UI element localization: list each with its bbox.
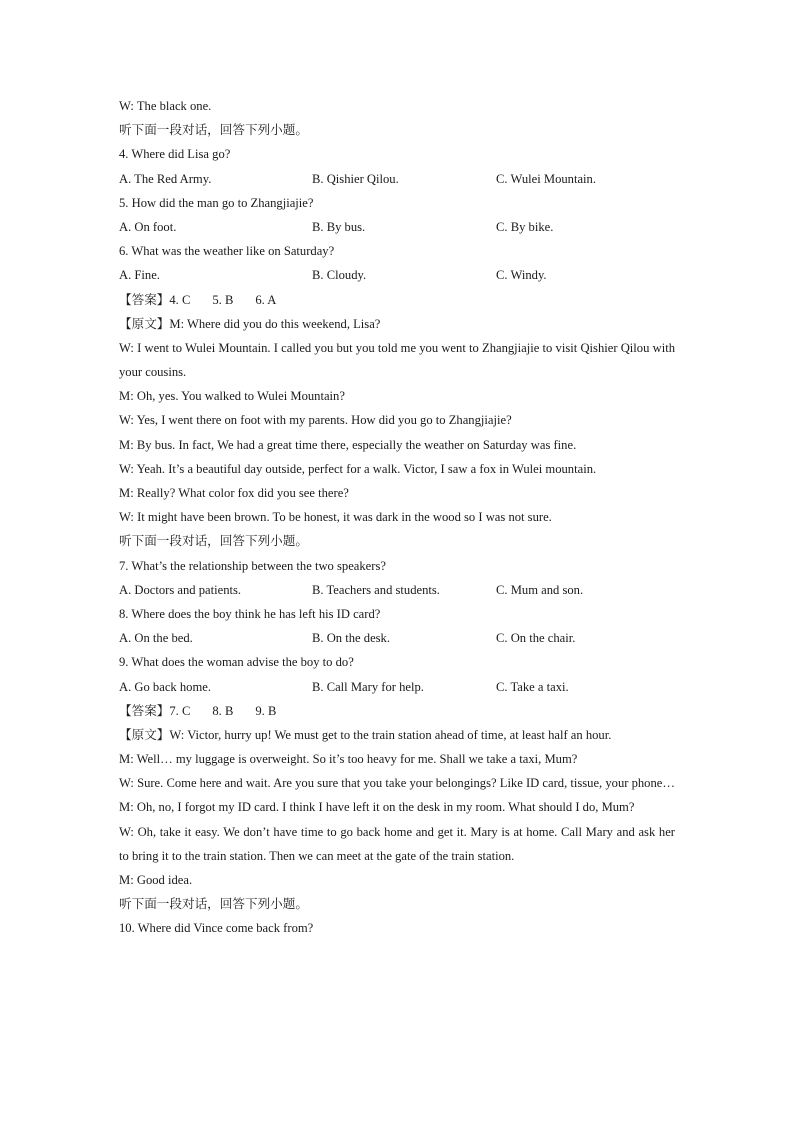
answer-item: 7. C [169, 703, 191, 718]
option-b: B. Call Mary for help. [312, 679, 424, 694]
option-b: B. Cloudy. [312, 268, 367, 283]
option-b: B. By bus. [312, 219, 366, 234]
transcript-line: M: Good idea. [119, 873, 193, 888]
question-5-options [119, 215, 675, 239]
question-7-options [119, 578, 675, 602]
answer-key [119, 288, 675, 312]
option-c: C. Take a taxi. [496, 679, 569, 694]
transcript-line: W: It might have been brown. To be honest, it was dark in the wood so I was not sure. [119, 510, 552, 525]
transcript-line: W: Sure. Come here and wait. Are you sure that you take your belongings? Like ID card, tissue, your phone… [119, 776, 675, 791]
option-b: B. Qishier Qilou. [312, 171, 399, 186]
transcript-line: W: Yeah. It’s a beautiful day outside, perfect for a walk. Victor, I saw a fox in Wulei mountain. [119, 461, 597, 476]
option-c: C. On the chair. [496, 631, 576, 646]
option-b: B. On the desk. [312, 631, 391, 646]
question-4-options [119, 167, 675, 191]
transcript-line: M: Well… my luggage is overweight. So it’s too heavy for me. Shall we take a taxi, Mum? [119, 752, 578, 767]
transcript-label: 【原文】 [119, 726, 170, 742]
transcript-line [119, 723, 675, 747]
option-b: B. Teachers and students. [312, 582, 440, 597]
answer-label: 【答案】 [119, 702, 170, 718]
document-page [119, 94, 675, 941]
section-instruction: 听下面一段对话，回答下列小题。 [119, 122, 308, 138]
answer-item: 9. B [255, 703, 277, 718]
transcript-line: W: The black one. [119, 99, 212, 113]
option-a: A. On foot. [119, 219, 177, 234]
question-6-options [119, 263, 675, 287]
transcript-text: W: Victor, hurry up! We must get to the train station ahead of time, at least half an hour. [169, 727, 612, 742]
option-c: C. Mum and son. [496, 582, 584, 597]
section-instruction: 听下面一段对话，回答下列小题。 [119, 896, 308, 912]
option-a: A. Doctors and patients. [119, 582, 242, 597]
answer-item: 4. C [169, 292, 191, 307]
transcript-label: 【原文】 [119, 315, 170, 331]
option-c: C. Wulei Mountain. [496, 171, 597, 186]
option-c: C. By bike. [496, 219, 554, 234]
question-8-options [119, 626, 675, 650]
question-5: 5. How did the man go to Zhangjiajie? [119, 195, 314, 210]
option-a: A. Fine. [119, 268, 160, 283]
option-a: A. Go back home. [119, 679, 211, 694]
transcript-line: W: Oh, take it easy. We don’t have time to go back home and get it. Mary is at home. Call Mary and ask her to bring it to the train station. Then we can meet at the gate of the train station. [119, 824, 675, 863]
answer-key [119, 699, 675, 723]
option-a: A. The Red Army. [119, 171, 212, 186]
question-4: 4. Where did Lisa go? [119, 147, 231, 162]
answer-item: 6. A [255, 292, 277, 307]
question-9-options [119, 675, 675, 699]
answer-item: 8. B [212, 703, 234, 718]
question-7: 7. What’s the relationship between the two speakers? [119, 558, 386, 573]
option-c: C. Windy. [496, 268, 547, 283]
question-8: 8. Where does the boy think he has left his ID card? [119, 606, 381, 621]
transcript-line: W: Yes, I went there on foot with my parents. How did you go to Zhangjiajie? [119, 413, 512, 428]
question-9: 9. What does the woman advise the boy to do? [119, 655, 354, 670]
transcript-line: M: Really? What color fox did you see there? [119, 486, 349, 501]
option-a: A. On the bed. [119, 631, 193, 646]
transcript-text: M: Where did you do this weekend, Lisa? [169, 316, 381, 331]
question-6: 6. What was the weather like on Saturday? [119, 244, 335, 259]
transcript-line: M: Oh, no, I forgot my ID card. I think I have left it on the desk in my room. What should I do, Mum? [119, 800, 635, 815]
question-10: 10. Where did Vince come back from? [119, 921, 314, 936]
transcript-line: M: By bus. In fact, We had a great time there, especially the weather on Saturday was fine. [119, 437, 577, 452]
section-instruction: 听下面一段对话，回答下列小题。 [119, 533, 308, 549]
transcript-line: W: I went to Wulei Mountain. I called you but you told me you went to Zhangjiajie to visit Qishier Qilou with your cousins. [119, 340, 675, 380]
answer-item: 5. B [212, 292, 234, 307]
transcript-line: M: Oh, yes. You walked to Wulei Mountain? [119, 389, 345, 404]
transcript-line [119, 312, 675, 336]
answer-label: 【答案】 [119, 291, 170, 307]
